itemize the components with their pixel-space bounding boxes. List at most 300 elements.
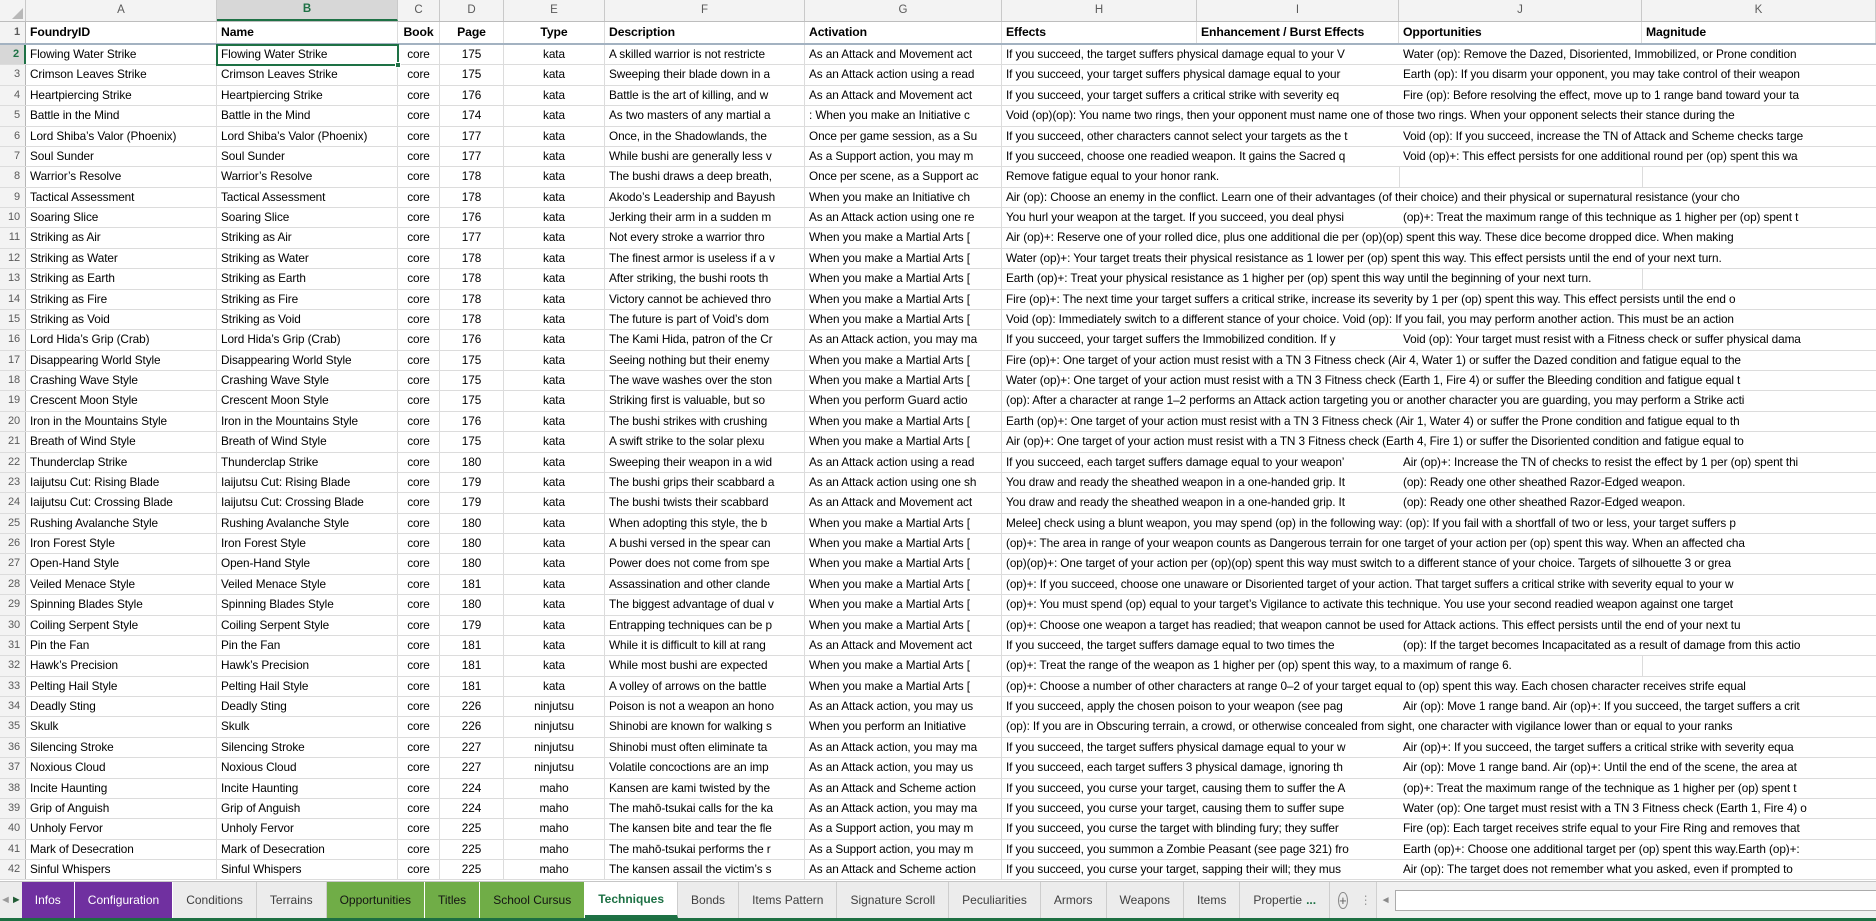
cell-D2[interactable]: 175 xyxy=(440,45,504,64)
cell-A31[interactable]: Pin the Fan xyxy=(26,636,217,655)
row-header-11[interactable]: 11 xyxy=(0,228,26,247)
cell-G29[interactable]: When you make a Martial Arts [ xyxy=(805,595,1002,614)
cell-A37[interactable]: Noxious Cloud xyxy=(26,758,217,777)
cell-E4[interactable]: kata xyxy=(504,86,605,105)
header-effects[interactable]: Effects xyxy=(1002,22,1197,43)
cell-D24[interactable]: 179 xyxy=(440,493,504,512)
row-header-4[interactable]: 4 xyxy=(0,86,26,105)
row-header-17[interactable]: 17 xyxy=(0,351,26,370)
row-header-28[interactable]: 28 xyxy=(0,575,26,594)
cell-D28[interactable]: 181 xyxy=(440,575,504,594)
cell-H12[interactable] xyxy=(1002,249,1876,268)
cell-C9[interactable]: core xyxy=(398,188,440,207)
cell-G3[interactable]: As an Attack action using a read xyxy=(805,65,1002,84)
row-header-8[interactable]: 8 xyxy=(0,167,26,186)
cell-D9[interactable]: 178 xyxy=(440,188,504,207)
cell-J36[interactable]: Air (op)+: If you succeed, the target suffers a critical strike with severity equa xyxy=(1399,738,1876,757)
cell-J31[interactable]: (op): If the target becomes Incapacitated as a result of damage from this actio xyxy=(1399,636,1876,655)
cell-H17[interactable] xyxy=(1002,351,1876,370)
cell-F28[interactable]: Assassination and other clande xyxy=(605,575,805,594)
cell-B42[interactable]: Sinful Whispers xyxy=(217,860,398,879)
cell-G12[interactable]: When you make a Martial Arts [ xyxy=(805,249,1002,268)
cell-B5[interactable]: Battle in the Mind xyxy=(217,106,398,125)
cell-E6[interactable]: kata xyxy=(504,127,605,146)
cell-C40[interactable]: core xyxy=(398,819,440,838)
cell-H5[interactable] xyxy=(1002,106,1876,125)
row-header-15[interactable]: 15 xyxy=(0,310,26,329)
cell-F39[interactable]: The mahō-tsukai calls for the ka xyxy=(605,799,805,818)
cell-C38[interactable]: core xyxy=(398,779,440,798)
cell-A13[interactable]: Striking as Earth xyxy=(26,269,217,288)
cell-H31[interactable] xyxy=(1002,636,1876,655)
cell-A32[interactable]: Hawk’s Precision xyxy=(26,656,217,675)
cell-A11[interactable]: Striking as Air xyxy=(26,228,217,247)
cell-B31[interactable]: Pin the Fan xyxy=(217,636,398,655)
cell-D30[interactable]: 179 xyxy=(440,616,504,635)
row-header-6[interactable]: 6 xyxy=(0,127,26,146)
cell-F3[interactable]: Sweeping their blade down in a xyxy=(605,65,805,84)
cell-D17[interactable]: 175 xyxy=(440,351,504,370)
cell-D37[interactable]: 227 xyxy=(440,758,504,777)
cell-D14[interactable]: 178 xyxy=(440,290,504,309)
cell-C20[interactable]: core xyxy=(398,412,440,431)
cell-F26[interactable]: A bushi versed in the spear can xyxy=(605,534,805,553)
cell-B27[interactable]: Open-Hand Style xyxy=(217,554,398,573)
cell-H15[interactable] xyxy=(1002,310,1876,329)
cell-B28[interactable]: Veiled Menace Style xyxy=(217,575,398,594)
cell-E33[interactable]: kata xyxy=(504,677,605,696)
row-header-22[interactable]: 22 xyxy=(0,453,26,472)
cell-F6[interactable]: Once, in the Shadowlands, the xyxy=(605,127,805,146)
cell-H22[interactable] xyxy=(1002,453,1876,472)
cell-E34[interactable]: ninjutsu xyxy=(504,697,605,716)
row-header-42[interactable]: 42 xyxy=(0,860,26,879)
cell-H34[interactable] xyxy=(1002,697,1876,716)
cell-D12[interactable]: 178 xyxy=(440,249,504,268)
cell-B34[interactable]: Deadly Sting xyxy=(217,697,398,716)
cell-J42[interactable]: Air (op): The target does not remember what you asked, even if prompted to xyxy=(1399,860,1876,879)
cell-D11[interactable]: 177 xyxy=(440,228,504,247)
cell-G9[interactable]: When you make an Initiative ch xyxy=(805,188,1002,207)
cell-B16[interactable]: Lord Hida’s Grip (Crab) xyxy=(217,330,398,349)
cell-E19[interactable]: kata xyxy=(504,391,605,410)
cell-E24[interactable]: kata xyxy=(504,493,605,512)
cell-E5[interactable]: kata xyxy=(504,106,605,125)
cell-C11[interactable]: core xyxy=(398,228,440,247)
cell-A4[interactable]: Heartpiercing Strike xyxy=(26,86,217,105)
cell-A16[interactable]: Lord Hida’s Grip (Crab) xyxy=(26,330,217,349)
scroll-left-icon[interactable]: ◄ xyxy=(1380,894,1391,906)
cell-H28[interactable] xyxy=(1002,575,1876,594)
cell-E41[interactable]: maho xyxy=(504,840,605,859)
column-header-K[interactable]: K xyxy=(1642,0,1876,21)
cell-C19[interactable]: core xyxy=(398,391,440,410)
cell-G35[interactable]: When you perform an Initiative xyxy=(805,717,1002,736)
cell-H9[interactable] xyxy=(1002,188,1876,207)
cell-B32[interactable]: Hawk’s Precision xyxy=(217,656,398,675)
cell-E14[interactable]: kata xyxy=(504,290,605,309)
cell-D19[interactable]: 175 xyxy=(440,391,504,410)
cell-B2[interactable]: Flowing Water Strike xyxy=(217,45,398,64)
column-header-J[interactable]: J xyxy=(1399,0,1642,21)
row-header-12[interactable]: 12 xyxy=(0,249,26,268)
cell-C5[interactable]: core xyxy=(398,106,440,125)
cell-G5[interactable]: : When you make an Initiative c xyxy=(805,106,1002,125)
cell-F36[interactable]: Shinobi must often eliminate ta xyxy=(605,738,805,757)
cell-F13[interactable]: After striking, the bushi roots th xyxy=(605,269,805,288)
sheet-tab-conditions[interactable]: Conditions xyxy=(173,882,257,918)
sheet-tab-propertie[interactable]: Propertie ... xyxy=(1240,882,1330,918)
cell-B25[interactable]: Rushing Avalanche Style xyxy=(217,514,398,533)
cell-A17[interactable]: Disappearing World Style xyxy=(26,351,217,370)
cell-D4[interactable]: 176 xyxy=(440,86,504,105)
cell-D41[interactable]: 225 xyxy=(440,840,504,859)
prev-sheet-icon[interactable]: ◄ xyxy=(0,894,11,906)
sheet-tab-titles[interactable]: Titles xyxy=(425,882,480,918)
cell-F32[interactable]: While most bushi are expected xyxy=(605,656,805,675)
sheet-tab-items[interactable]: Items xyxy=(1184,882,1240,918)
row-header-27[interactable]: 27 xyxy=(0,554,26,573)
cell-C24[interactable]: core xyxy=(398,493,440,512)
cell-F20[interactable]: The bushi strikes with crushing xyxy=(605,412,805,431)
cell-C27[interactable]: core xyxy=(398,554,440,573)
cell-C3[interactable]: core xyxy=(398,65,440,84)
cell-F22[interactable]: Sweeping their weapon in a wid xyxy=(605,453,805,472)
cell-D27[interactable]: 180 xyxy=(440,554,504,573)
cell-F24[interactable]: The bushi twists their scabbard xyxy=(605,493,805,512)
row-header-40[interactable]: 40 xyxy=(0,819,26,838)
row-header-19[interactable]: 19 xyxy=(0,391,26,410)
cell-C31[interactable]: core xyxy=(398,636,440,655)
cell-E38[interactable]: maho xyxy=(504,779,605,798)
cell-F34[interactable]: Poison is not a weapon an hono xyxy=(605,697,805,716)
cell-G37[interactable]: As an Attack action, you may us xyxy=(805,758,1002,777)
add-sheet-button[interactable]: + xyxy=(1339,892,1347,908)
cell-C25[interactable]: core xyxy=(398,514,440,533)
cell-H8[interactable] xyxy=(1002,167,1876,186)
header-activation[interactable]: Activation xyxy=(805,22,1002,43)
cell-J2[interactable]: Water (op): Remove the Dazed, Disoriented, Immobilized, or Prone condition xyxy=(1399,45,1876,64)
cell-F16[interactable]: The Kami Hida, patron of the Cr xyxy=(605,330,805,349)
cell-F29[interactable]: The biggest advantage of dual v xyxy=(605,595,805,614)
cell-A26[interactable]: Iron Forest Style xyxy=(26,534,217,553)
cell-C8[interactable]: core xyxy=(398,167,440,186)
select-all-corner[interactable] xyxy=(0,0,26,21)
cell-J6[interactable]: Void (op): If you succeed, increase the TN of Attack and Scheme checks targe xyxy=(1399,127,1876,146)
cell-H33[interactable] xyxy=(1002,677,1876,696)
cell-G32[interactable]: When you make a Martial Arts [ xyxy=(805,656,1002,675)
cell-F27[interactable]: Power does not come from spe xyxy=(605,554,805,573)
cell-D13[interactable]: 178 xyxy=(440,269,504,288)
cell-G17[interactable]: When you make a Martial Arts [ xyxy=(805,351,1002,370)
cell-A34[interactable]: Deadly Sting xyxy=(26,697,217,716)
cell-A19[interactable]: Crescent Moon Style xyxy=(26,391,217,410)
cell-G42[interactable]: As an Attack and Scheme action xyxy=(805,860,1002,879)
cell-G40[interactable]: As a Support action, you may m xyxy=(805,819,1002,838)
cell-C6[interactable]: core xyxy=(398,127,440,146)
cell-D33[interactable]: 181 xyxy=(440,677,504,696)
cell-E31[interactable]: kata xyxy=(504,636,605,655)
cell-B29[interactable]: Spinning Blades Style xyxy=(217,595,398,614)
cell-H21[interactable] xyxy=(1002,432,1876,451)
cell-B39[interactable]: Grip of Anguish xyxy=(217,799,398,818)
cell-B38[interactable]: Incite Haunting xyxy=(217,779,398,798)
cell-B7[interactable]: Soul Sunder xyxy=(217,147,398,166)
cell-G16[interactable]: As an Attack action, you may ma xyxy=(805,330,1002,349)
cell-A39[interactable]: Grip of Anguish xyxy=(26,799,217,818)
sheet-tab-bonds[interactable]: Bonds xyxy=(678,882,739,918)
cell-E42[interactable]: maho xyxy=(504,860,605,879)
cell-B10[interactable]: Soaring Slice xyxy=(217,208,398,227)
scrollbar-thumb[interactable] xyxy=(1395,890,1876,911)
column-header-B[interactable]: B xyxy=(217,0,398,21)
cell-A18[interactable]: Crashing Wave Style xyxy=(26,371,217,390)
cell-H39[interactable] xyxy=(1002,799,1876,818)
cell-H24[interactable] xyxy=(1002,493,1876,512)
cell-G38[interactable]: As an Attack and Scheme action xyxy=(805,779,1002,798)
cell-A23[interactable]: Iaijutsu Cut: Rising Blade xyxy=(26,473,217,492)
cell-E25[interactable]: kata xyxy=(504,514,605,533)
cell-H29[interactable] xyxy=(1002,595,1876,614)
row-header-18[interactable]: 18 xyxy=(0,371,26,390)
cell-F19[interactable]: Striking first is valuable, but so xyxy=(605,391,805,410)
cell-F9[interactable]: Akodo’s Leadership and Bayush xyxy=(605,188,805,207)
cell-H10[interactable] xyxy=(1002,208,1876,227)
row-header-34[interactable]: 34 xyxy=(0,697,26,716)
cell-B41[interactable]: Mark of Desecration xyxy=(217,840,398,859)
cell-E3[interactable]: kata xyxy=(504,65,605,84)
cell-G2[interactable]: As an Attack and Movement act xyxy=(805,45,1002,64)
cell-G20[interactable]: When you make a Martial Arts [ xyxy=(805,412,1002,431)
cell-H16[interactable] xyxy=(1002,330,1876,349)
cell-J16[interactable]: Void (op): Your target must resist with a Fitness check or suffer physical dama xyxy=(1399,330,1876,349)
cell-J40[interactable]: Fire (op): Each target receives strife equal to your Fire Ring and removes that xyxy=(1399,819,1876,838)
sheet-tab-techniques[interactable]: Techniques xyxy=(585,882,678,918)
cell-D10[interactable]: 176 xyxy=(440,208,504,227)
cell-F12[interactable]: The finest armor is useless if a v xyxy=(605,249,805,268)
column-header-I[interactable]: I xyxy=(1197,0,1399,21)
cell-G13[interactable]: When you make a Martial Arts [ xyxy=(805,269,1002,288)
cell-G22[interactable]: As an Attack action using a read xyxy=(805,453,1002,472)
cell-H40[interactable] xyxy=(1002,819,1876,838)
header-enhancement[interactable]: Enhancement / Burst Effects xyxy=(1197,22,1399,43)
cell-F35[interactable]: Shinobi are known for walking s xyxy=(605,717,805,736)
cell-F14[interactable]: Victory cannot be achieved thro xyxy=(605,290,805,309)
cell-C36[interactable]: core xyxy=(398,738,440,757)
header-foundryid[interactable]: FoundryID xyxy=(26,22,217,43)
cell-F40[interactable]: The kansen bite and tear the fle xyxy=(605,819,805,838)
cell-H41[interactable] xyxy=(1002,840,1876,859)
cell-H4[interactable] xyxy=(1002,86,1876,105)
cell-C23[interactable]: core xyxy=(398,473,440,492)
row-header-35[interactable]: 35 xyxy=(0,717,26,736)
cell-B12[interactable]: Striking as Water xyxy=(217,249,398,268)
cell-D42[interactable]: 225 xyxy=(440,860,504,879)
cell-A36[interactable]: Silencing Stroke xyxy=(26,738,217,757)
cell-E26[interactable]: kata xyxy=(504,534,605,553)
cell-B11[interactable]: Striking as Air xyxy=(217,228,398,247)
cell-B17[interactable]: Disappearing World Style xyxy=(217,351,398,370)
cell-C16[interactable]: core xyxy=(398,330,440,349)
cell-G28[interactable]: When you make a Martial Arts [ xyxy=(805,575,1002,594)
cell-E27[interactable]: kata xyxy=(504,554,605,573)
cell-D18[interactable]: 175 xyxy=(440,371,504,390)
cell-D7[interactable]: 177 xyxy=(440,147,504,166)
column-header-E[interactable]: E xyxy=(504,0,605,21)
cell-E8[interactable]: kata xyxy=(504,167,605,186)
cell-E18[interactable]: kata xyxy=(504,371,605,390)
row-header-30[interactable]: 30 xyxy=(0,616,26,635)
cell-H23[interactable] xyxy=(1002,473,1876,492)
cell-G18[interactable]: When you make a Martial Arts [ xyxy=(805,371,1002,390)
cell-B13[interactable]: Striking as Earth xyxy=(217,269,398,288)
cell-B9[interactable]: Tactical Assessment xyxy=(217,188,398,207)
cell-E30[interactable]: kata xyxy=(504,616,605,635)
row-header-14[interactable]: 14 xyxy=(0,290,26,309)
cell-G8[interactable]: Once per scene, as a Support ac xyxy=(805,167,1002,186)
row-header-41[interactable]: 41 xyxy=(0,840,26,859)
cell-H11[interactable] xyxy=(1002,228,1876,247)
cell-C2[interactable]: core xyxy=(398,45,440,64)
cell-A14[interactable]: Striking as Fire xyxy=(26,290,217,309)
cell-A21[interactable]: Breath of Wind Style xyxy=(26,432,217,451)
row-header-20[interactable]: 20 xyxy=(0,412,26,431)
cell-E7[interactable]: kata xyxy=(504,147,605,166)
cell-D8[interactable]: 178 xyxy=(440,167,504,186)
cell-C41[interactable]: core xyxy=(398,840,440,859)
cell-G11[interactable]: When you make a Martial Arts [ xyxy=(805,228,1002,247)
cell-E15[interactable]: kata xyxy=(504,310,605,329)
cell-D15[interactable]: 178 xyxy=(440,310,504,329)
cell-A7[interactable]: Soul Sunder xyxy=(26,147,217,166)
cell-D38[interactable]: 224 xyxy=(440,779,504,798)
cell-F37[interactable]: Volatile concoctions are an imp xyxy=(605,758,805,777)
sheet-tab-weapons[interactable]: Weapons xyxy=(1107,882,1184,918)
cell-D23[interactable]: 179 xyxy=(440,473,504,492)
cell-C7[interactable]: core xyxy=(398,147,440,166)
cell-G14[interactable]: When you make a Martial Arts [ xyxy=(805,290,1002,309)
cell-J23[interactable]: (op): Ready one other sheathed Razor-Edged weapon. xyxy=(1399,473,1876,492)
cell-C26[interactable]: core xyxy=(398,534,440,553)
cell-D40[interactable]: 225 xyxy=(440,819,504,838)
cell-G23[interactable]: As an Attack action using one sh xyxy=(805,473,1002,492)
cell-B15[interactable]: Striking as Void xyxy=(217,310,398,329)
cell-B36[interactable]: Silencing Stroke xyxy=(217,738,398,757)
row-header-1[interactable]: 1 xyxy=(0,22,26,43)
cell-E29[interactable]: kata xyxy=(504,595,605,614)
cell-J3[interactable]: Earth (op): If you disarm your opponent, you may take control of their weapon xyxy=(1399,65,1876,84)
header-page[interactable]: Page xyxy=(440,22,504,43)
cell-A27[interactable]: Open-Hand Style xyxy=(26,554,217,573)
header-type[interactable]: Type xyxy=(504,22,605,43)
cell-D29[interactable]: 180 xyxy=(440,595,504,614)
cell-E10[interactable]: kata xyxy=(504,208,605,227)
cell-C12[interactable]: core xyxy=(398,249,440,268)
cell-H25[interactable] xyxy=(1002,514,1876,533)
cell-G4[interactable]: As an Attack and Movement act xyxy=(805,86,1002,105)
cell-B4[interactable]: Heartpiercing Strike xyxy=(217,86,398,105)
sheet-tab-items-pattern[interactable]: Items Pattern xyxy=(739,882,837,918)
cell-H37[interactable] xyxy=(1002,758,1876,777)
cell-F8[interactable]: The bushi draws a deep breath, xyxy=(605,167,805,186)
cell-A6[interactable]: Lord Shiba’s Valor (Phoenix) xyxy=(26,127,217,146)
cell-C35[interactable]: core xyxy=(398,717,440,736)
cell-C34[interactable]: core xyxy=(398,697,440,716)
cell-E11[interactable]: kata xyxy=(504,228,605,247)
tabbar-gripper-icon[interactable]: ⋮ xyxy=(1359,893,1372,907)
cell-D16[interactable]: 176 xyxy=(440,330,504,349)
cell-B6[interactable]: Lord Shiba’s Valor (Phoenix) xyxy=(217,127,398,146)
cell-H19[interactable] xyxy=(1002,391,1876,410)
cell-G34[interactable]: As an Attack action, you may us xyxy=(805,697,1002,716)
cell-H13[interactable] xyxy=(1002,269,1876,288)
cell-H38[interactable] xyxy=(1002,779,1876,798)
cell-J4[interactable]: Fire (op): Before resolving the effect, move up to 1 range band toward your ta xyxy=(1399,86,1876,105)
cell-F4[interactable]: Battle is the art of killing, and w xyxy=(605,86,805,105)
row-header-13[interactable]: 13 xyxy=(0,269,26,288)
cell-E20[interactable]: kata xyxy=(504,412,605,431)
cell-D6[interactable]: 177 xyxy=(440,127,504,146)
cell-D25[interactable]: 180 xyxy=(440,514,504,533)
cell-C15[interactable]: core xyxy=(398,310,440,329)
cell-J22[interactable]: Air (op)+: Increase the TN of checks to resist the effect by 1 per (op) spent thi xyxy=(1399,453,1876,472)
cell-H27[interactable] xyxy=(1002,554,1876,573)
cell-G39[interactable]: As an Attack action, you may ma xyxy=(805,799,1002,818)
header-description[interactable]: Description xyxy=(605,22,805,43)
cell-D34[interactable]: 226 xyxy=(440,697,504,716)
row-header-3[interactable]: 3 xyxy=(0,65,26,84)
sheet-tab-armors[interactable]: Armors xyxy=(1041,882,1107,918)
cell-B33[interactable]: Pelting Hail Style xyxy=(217,677,398,696)
cell-D26[interactable]: 180 xyxy=(440,534,504,553)
cell-J24[interactable]: (op): Ready one other sheathed Razor-Edged weapon. xyxy=(1399,493,1876,512)
column-header-H[interactable]: H xyxy=(1002,0,1197,21)
cell-A20[interactable]: Iron in the Mountains Style xyxy=(26,412,217,431)
cell-C18[interactable]: core xyxy=(398,371,440,390)
cell-A30[interactable]: Coiling Serpent Style xyxy=(26,616,217,635)
cell-E21[interactable]: kata xyxy=(504,432,605,451)
column-header-C[interactable]: C xyxy=(398,0,440,21)
cell-D35[interactable]: 226 xyxy=(440,717,504,736)
header-magnitude[interactable]: Magnitude xyxy=(1642,22,1876,43)
cell-F23[interactable]: The bushi grips their scabbard a xyxy=(605,473,805,492)
cell-B40[interactable]: Unholy Fervor xyxy=(217,819,398,838)
cell-E2[interactable]: kata xyxy=(504,45,605,64)
row-header-33[interactable]: 33 xyxy=(0,677,26,696)
cell-B3[interactable]: Crimson Leaves Strike xyxy=(217,65,398,84)
cell-H3[interactable] xyxy=(1002,65,1876,84)
cell-F42[interactable]: The kansen assail the victim’s s xyxy=(605,860,805,879)
cell-C28[interactable]: core xyxy=(398,575,440,594)
cell-H20[interactable] xyxy=(1002,412,1876,431)
cell-G10[interactable]: As an Attack action using one re xyxy=(805,208,1002,227)
row-header-24[interactable]: 24 xyxy=(0,493,26,512)
cell-A41[interactable]: Mark of Desecration xyxy=(26,840,217,859)
cell-J37[interactable]: Air (op): Move 1 range band. Air (op)+: Until the end of the scene, the area at xyxy=(1399,758,1876,777)
cell-E28[interactable]: kata xyxy=(504,575,605,594)
cell-B20[interactable]: Iron in the Mountains Style xyxy=(217,412,398,431)
cell-H26[interactable] xyxy=(1002,534,1876,553)
cell-D5[interactable]: 174 xyxy=(440,106,504,125)
cell-F11[interactable]: Not every stroke a warrior thro xyxy=(605,228,805,247)
cell-A22[interactable]: Thunderclap Strike xyxy=(26,453,217,472)
row-header-38[interactable]: 38 xyxy=(0,779,26,798)
cell-J39[interactable]: Water (op): One target must resist with a TN 3 Fitness check (Earth 1, Fire 4) o xyxy=(1399,799,1876,818)
cell-C4[interactable]: core xyxy=(398,86,440,105)
cell-J10[interactable]: (op)+: Treat the maximum range of this technique as 1 higher per (op) spent t xyxy=(1399,208,1876,227)
cell-C42[interactable]: core xyxy=(398,860,440,879)
header-opportunities[interactable]: Opportunities xyxy=(1399,22,1642,43)
